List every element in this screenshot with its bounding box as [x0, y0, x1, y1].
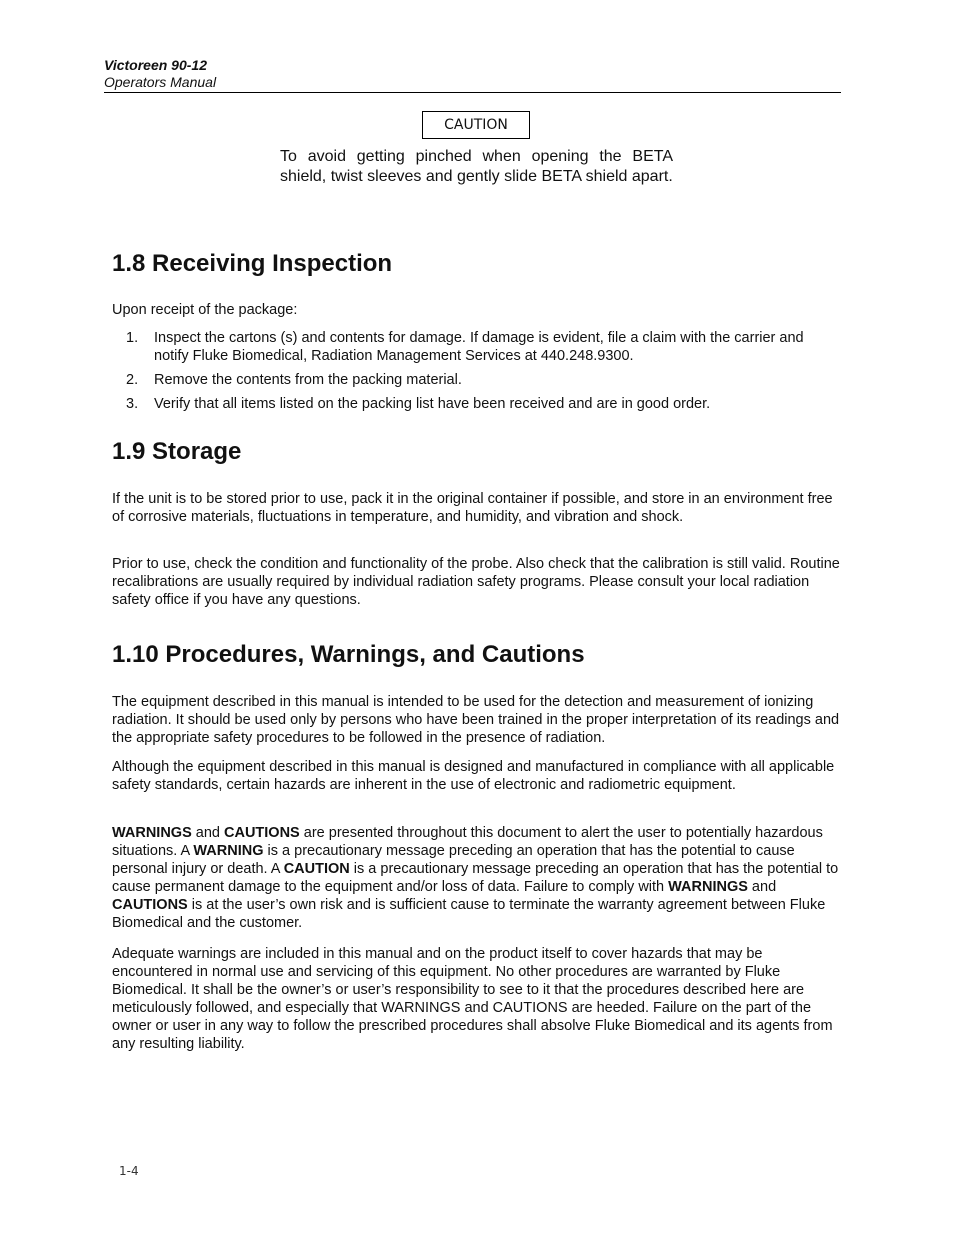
text-run: is a precautionary message preceding an operation that has the potential to cause permanent damage to the equipment and/or loss of data. Failure to comply with: [112, 861, 839, 895]
list-text: Verify that all items listed on the packing list have been received and are in good order.: [154, 396, 711, 412]
list-number: 2.: [126, 372, 139, 388]
list-item: [112, 395, 840, 413]
bold-term: WARNINGS: [112, 825, 192, 841]
procedures-paragraph-1: The equipment described in this manual is intended to be used for the detection and measurement of ionizing radiation. It should be used only by persons who have been trained in the proper interpretation of its readings and the appropriate safety procedures to be followed in the presence of radiation.: [112, 694, 840, 746]
page-number: 1-4: [119, 1164, 139, 1178]
manual-subtitle: Operators Manual: [104, 74, 217, 90]
list-number: 3.: [126, 396, 139, 412]
text-run: and: [747, 879, 777, 895]
list-item: [112, 371, 840, 389]
bold-term: CAUTION: [283, 861, 350, 877]
page-header: [104, 57, 841, 93]
procedures-paragraph-3: [112, 824, 840, 932]
text-run: are presented throughout this document to alert the user to potentially hazardous situations. A: [112, 825, 823, 859]
procedures-paragraph-4: Adequate warnings are included in this manual and on the product itself to cover hazards that may be encountered in normal use and servicing of this equipment. No other procedures are warranted by Fluke Biomedical. It shall be the owner’s or user’s responsibility to see to it that the procedures described here are meticulously followed, and especially that WARNINGS and CAUTIONS are heeded. Failure on the part of the owner or user in any way to follow the prescribed procedures shall absolve Fluke Biomedical and its agents from any resulting liability.: [112, 946, 833, 1052]
bold-term: CAUTIONS: [112, 897, 188, 913]
list-text: Inspect the cartons (s) and contents for damage. If damage is evident, file a claim with the carrier and notify Fluke Biomedical, Radiation Management Services at 440.248.9300.: [154, 330, 804, 364]
text-run: is at the user’s own risk and is sufficient cause to terminate the warranty agreement between Fluke Biomedical and the customer.: [112, 897, 826, 931]
list-text: Remove the contents from the packing material.: [154, 372, 462, 388]
receiving-steps-list: [112, 329, 840, 419]
bold-term: WARNINGS: [668, 879, 748, 895]
storage-paragraph-2: Prior to use, check the condition and functionality of the probe. Also check that the calibration is still valid. Routine recalibrations are usually required by individual radiation safety programs. Please consult your local radiation safety office if you have any questions.: [112, 556, 840, 608]
section-heading-receiving-inspection: 1.8 Receiving Inspection: [112, 250, 393, 277]
list-item: [112, 329, 840, 365]
storage-paragraph-1: If the unit is to be stored prior to use, pack it in the original container if possible, and store in an environment free of corrosive materials, fluctuations in temperature, and humidity, and vibration and shock.: [112, 491, 833, 525]
procedures-paragraph-2: Although the equipment described in this manual is designed and manufactured in compliance with all applicable safety standards, certain hazards are inherent in the use of electronic and radiometric equipment.: [112, 759, 835, 793]
text-run: is a precautionary message preceding an operation that has the potential to cause personal injury or death. A: [112, 843, 795, 877]
caution-text: To avoid getting pinched when opening the BETA shield, twist sleeves and gently slide BETA shield apart.: [280, 148, 673, 185]
bold-term: WARNING: [193, 843, 264, 859]
list-number: 1.: [126, 330, 139, 346]
text-run: and: [191, 825, 224, 841]
caution-label: CAUTION: [422, 111, 530, 139]
manual-title: Victoreen 90-12: [104, 57, 207, 73]
receiving-intro: Upon receipt of the package:: [112, 302, 298, 318]
section-heading-storage: 1.9 Storage: [112, 438, 242, 465]
section-heading-procedures: 1.10 Procedures, Warnings, and Cautions: [112, 641, 585, 668]
bold-term: CAUTIONS: [224, 825, 300, 841]
